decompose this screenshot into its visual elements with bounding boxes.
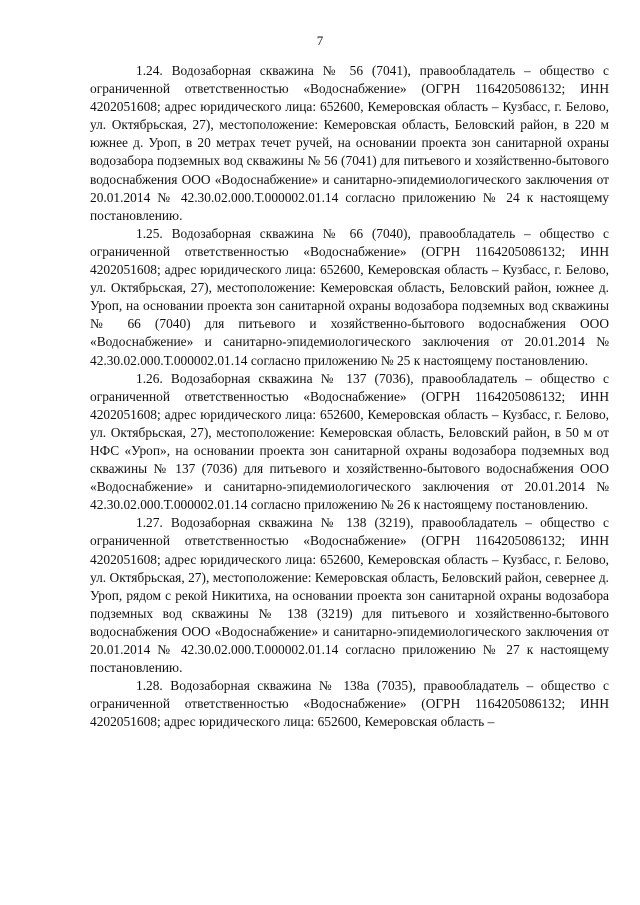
paragraph-1-26: 1.26. Водозаборная скважина № 137 (7036), правообладатель – общество с ограниченной ответственностью «Водоснабжение» (ОГРН 1164205086132; ИНН 4202051608; адрес юридического лица: 652600, Кемеровская область – Кузбасс, г. Белово, ул. Октябрьская, 27), местоположение: Кемеровская область, Беловский район, в 50 м от НФС «Уроп», на основании проекта зон санитарной охраны водозабора подземных вод скважины № 137 (7036) для питьевого и хозяйственно-бытового водоснабжения ООО «Водоснабжение» и санитарно-эпидемиологического заключения от 20.01.2014 № 42.30.02.000.Т.000002.01.14 согласно приложению № 26 к настоящему постановлению. — [90, 370, 609, 513]
paragraph-1-27: 1.27. Водозаборная скважина № 138 (3219), правообладатель – общество с ограниченной ответственностью «Водоснабжение» (ОГРН 1164205086132; ИНН 4202051608; адрес юридического лица: 652600, Кемеровская область – Кузбасс, г. Белово, ул. Октябрьская, 27), местоположение: Кемеровская область, Беловский район, севернее д. Уроп, рядом с рекой Никитиха, на основании проекта зон санитарной охраны водозабора подземных вод скважины № 138 (3219) для питьевого и хозяйственно-бытового водоснабжения ООО «Водоснабжение» и санитарно-эпидемиологического заключения от 20.01.2014 № 42.30.02.000.Т.000002.01.14 согласно приложению № 27 к настоящему постановлению. — [90, 515, 609, 676]
paragraph-1-24: 1.24. Водозаборная скважина № 56 (7041), правообладатель – общество с ограниченной ответственностью «Водоснабжение» (ОГРН 1164205086132; ИНН 4202051608; адрес юридического лица: 652600, Кемеровская область – Кузбасс, г. Белово, ул. Октябрьская, 27), местоположение: Кемеровская область, Беловский район, в 220 м южнее д. Уроп, в 20 метрах течет ручей, на основании проекта зон санитарной охраны водозабора подземных вод скважины № 56 (7041) для питьевого и хозяйственно-бытового водоснабжения ООО «Водоснабжение» и санитарно-эпидемиологического заключения от 20.01.2014 № 42.30.02.000.Т.000002.01.14 согласно приложению № 24 к настоящему постановлению. — [90, 63, 609, 223]
paragraph-1-25: 1.25. Водозаборная скважина № 66 (7040), правообладатель – общество с ограниченной ответственностью «Водоснабжение» (ОГРН 1164205086132; ИНН 4202051608; адрес юридического лица: 652600, Кемеровская область – Кузбасс, г. Белово, ул. Октябрьская, 27), местоположение: Кемеровская область, Беловский район, южнее д. Уроп, на основании проекта зон санитарной охраны водозабора подземных вод скважины № 66 (7040) для питьевого и хозяйственно-бытового водоснабжения ООО «Водоснабжение» и санитарно-эпидемиологического заключения от 20.01.2014 № 42.30.02.000.Т.000002.01.14 согласно приложению № 25 к настоящему постановлению. — [90, 225, 609, 368]
paragraph-1-28: 1.28. Водозаборная скважина № 138а (7035), правообладатель – общество с ограниченной ответственностью «Водоснабжение» (ОГРН 1164205086132; ИНН 4202051608; адрес юридического лица: 652600, Кемеровская область – — [90, 678, 609, 730]
page-number: 7 — [316, 33, 324, 48]
document-body — [90, 62, 609, 731]
